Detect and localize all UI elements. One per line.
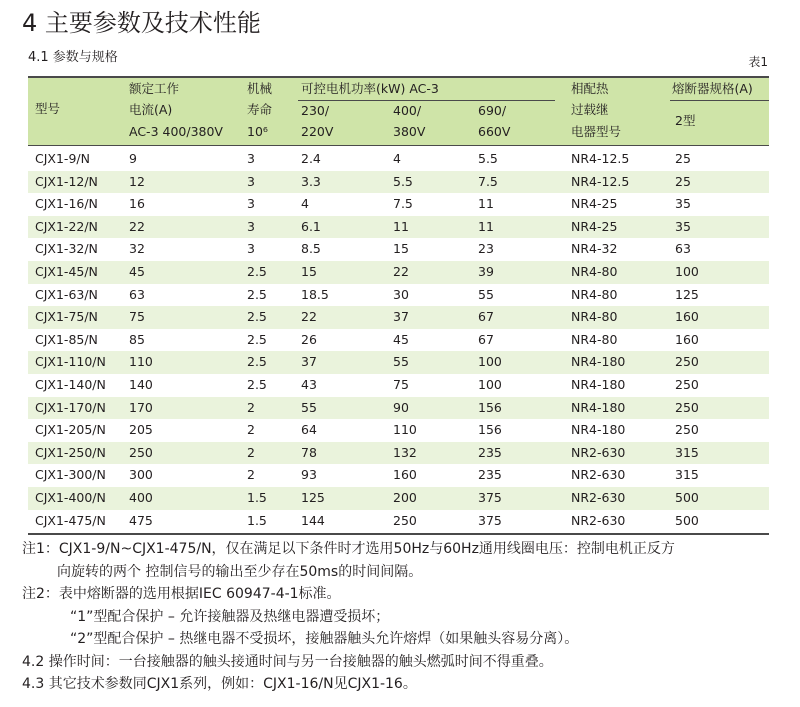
cell-relay-model: NR4-180 (571, 376, 626, 392)
cell-rated-current: 22 (129, 218, 145, 234)
cell-mech-life: 1.5 (247, 512, 267, 528)
cell-power-400v: 75 (393, 376, 409, 392)
table-bottom-rule (28, 533, 769, 535)
header-bottom-rule (28, 145, 769, 146)
cell-power-230v: 43 (301, 376, 317, 392)
cell-mech-life: 2.5 (247, 331, 267, 347)
cell-rated-current: 250 (129, 444, 153, 460)
header-fuse-type: 2型 (675, 113, 696, 128)
table-row (28, 397, 769, 420)
cell-rated-current: 110 (129, 354, 153, 370)
cell-power-690v: 156 (478, 399, 502, 415)
cell-power-690v: 11 (478, 218, 494, 234)
cell-fuse-2: 100 (675, 263, 699, 279)
cell-model: CJX1-205/N (35, 422, 106, 438)
header-690v-line1: 690/ (478, 103, 507, 118)
cell-mech-life: 2 (247, 422, 255, 438)
cell-power-690v: 11 (478, 196, 494, 212)
cell-mech-life: 3 (247, 173, 255, 189)
cell-model: CJX1-110/N (35, 354, 106, 370)
cell-power-690v: 23 (478, 241, 494, 257)
cell-fuse-2: 315 (675, 467, 699, 483)
section-subtitle: 4.1 参数与规格 (28, 50, 118, 65)
header-mech-line3: 10⁶ (247, 124, 268, 139)
table-row (28, 351, 769, 374)
cell-power-690v: 235 (478, 444, 502, 460)
cell-power-230v: 78 (301, 444, 317, 460)
header-relay-line1: 相配热 (571, 81, 609, 96)
cell-relay-model: NR4-80 (571, 331, 618, 347)
cell-model: CJX1-63/N (35, 286, 98, 302)
header-current-line1: 额定工作 (129, 81, 180, 96)
header-400v-line2: 380V (393, 124, 426, 139)
cell-relay-model: NR4-25 (571, 218, 618, 234)
table-row (28, 306, 769, 329)
cell-power-400v: 37 (393, 309, 409, 325)
cell-fuse-2: 160 (675, 331, 699, 347)
cell-power-400v: 30 (393, 286, 409, 302)
note1-line2: 向旋转的两个 控制信号的输出至少存在50ms的时间间隔。 (57, 563, 423, 580)
cell-fuse-2: 35 (675, 196, 691, 212)
note2-line2: “1”型配合保护 – 允许接触器及热继电器遭受损坏； (70, 608, 390, 625)
section-4-2: 4.2 操作时间：一台接触器的触头接通时间与另一台接触器的触头燃弧时间不得重叠。 (22, 653, 553, 670)
cell-fuse-2: 500 (675, 512, 699, 528)
cell-mech-life: 3 (247, 151, 255, 166)
cell-rated-current: 475 (129, 512, 153, 528)
cell-power-690v: 55 (478, 286, 494, 302)
cell-power-230v: 3.3 (301, 173, 321, 189)
cell-power-400v: 55 (393, 354, 409, 370)
cell-power-400v: 22 (393, 263, 409, 279)
cell-fuse-2: 63 (675, 241, 691, 257)
cell-relay-model: NR4-80 (571, 263, 618, 279)
cell-rated-current: 12 (129, 173, 145, 189)
cell-rated-current: 9 (129, 151, 137, 166)
section-4-3: 4.3 其它技术参数同CJX1系列，例如：CJX1-16/N见CJX1-16。 (22, 676, 417, 692)
cell-fuse-2: 250 (675, 354, 699, 370)
cell-rated-current: 63 (129, 286, 145, 302)
table-row (28, 510, 769, 533)
cell-fuse-2: 25 (675, 173, 691, 189)
header-mech-line1: 机械 (247, 81, 273, 96)
cell-power-690v: 100 (478, 376, 502, 392)
header-230v-line2: 220V (301, 124, 334, 139)
cell-fuse-2: 250 (675, 399, 699, 415)
table-row (28, 329, 769, 352)
cell-relay-model: NR4-12.5 (571, 151, 630, 166)
cell-relay-model: NR2-630 (571, 489, 626, 505)
cell-fuse-2: 25 (675, 151, 691, 166)
table-row (28, 374, 769, 397)
cell-rated-current: 45 (129, 263, 145, 279)
cell-power-400v: 11 (393, 218, 409, 234)
cell-fuse-2: 160 (675, 309, 699, 325)
header-current-line3: AC-3 400/380V (129, 124, 223, 139)
cell-model: CJX1-16/N (35, 196, 98, 212)
cell-power-230v: 37 (301, 354, 317, 370)
cell-power-230v: 64 (301, 422, 317, 438)
cell-model: CJX1-300/N (35, 467, 106, 483)
cell-rated-current: 32 (129, 241, 145, 257)
table-row (28, 284, 769, 307)
cell-power-230v: 2.4 (301, 151, 321, 166)
cell-rated-current: 400 (129, 489, 153, 505)
table-row (28, 193, 769, 216)
table-row (28, 419, 769, 442)
cell-model: CJX1-45/N (35, 263, 98, 279)
cell-power-230v: 125 (301, 489, 325, 505)
cell-model: CJX1-140/N (35, 376, 106, 392)
cell-model: CJX1-12/N (35, 173, 98, 189)
cell-power-400v: 250 (393, 512, 417, 528)
note2-line1: 注2：表中熔断器的选用根据IEC 60947-4-1标准。 (22, 586, 341, 602)
cell-relay-model: NR2-630 (571, 467, 626, 483)
header-690v-line2: 660V (478, 124, 511, 139)
cell-mech-life: 1.5 (247, 489, 267, 505)
cell-fuse-2: 500 (675, 489, 699, 505)
cell-model: CJX1-22/N (35, 218, 98, 234)
cell-model: CJX1-250/N (35, 444, 106, 460)
cell-power-690v: 5.5 (478, 151, 498, 166)
cell-power-690v: 375 (478, 512, 502, 528)
cell-fuse-2: 315 (675, 444, 699, 460)
cell-power-690v: 7.5 (478, 173, 498, 189)
cell-power-400v: 110 (393, 422, 417, 438)
table-row (28, 216, 769, 239)
cell-fuse-2: 250 (675, 376, 699, 392)
cell-relay-model: NR4-32 (571, 241, 618, 257)
cell-power-400v: 4 (393, 151, 401, 166)
header-fuse-group-rule (670, 100, 769, 101)
cell-mech-life: 2.5 (247, 309, 267, 325)
cell-rated-current: 205 (129, 422, 153, 438)
header-model: 型号 (35, 101, 61, 116)
cell-power-690v: 67 (478, 309, 494, 325)
note2-line3: “2”型配合保护 – 热继电器不受损坏，接触器触头允许熔焊（如果触头容易分离）。 (70, 631, 579, 647)
table-row (28, 148, 769, 171)
table-row (28, 238, 769, 261)
cell-model: CJX1-9/N (35, 151, 90, 166)
cell-mech-life: 2 (247, 444, 255, 460)
table-row (28, 442, 769, 465)
header-fuse-group: 熔断器规格(A) (672, 81, 753, 96)
cell-power-400v: 90 (393, 399, 409, 415)
note1-line1: 注1：CJX1-9/N~CJX1-475/N，仅在满足以下条件时才选用50Hz与60Hz通用线圈电压：控制电机正反方 (22, 541, 675, 557)
cell-rated-current: 75 (129, 309, 145, 325)
table-header (28, 78, 769, 145)
cell-fuse-2: 125 (675, 286, 699, 302)
table-body (28, 148, 769, 532)
cell-fuse-2: 35 (675, 218, 691, 234)
cell-power-230v: 6.1 (301, 218, 321, 234)
cell-power-690v: 156 (478, 422, 502, 438)
cell-power-690v: 100 (478, 354, 502, 370)
cell-relay-model: NR4-80 (571, 286, 618, 302)
cell-mech-life: 2 (247, 399, 255, 415)
cell-rated-current: 140 (129, 376, 153, 392)
cell-mech-life: 2.5 (247, 263, 267, 279)
header-power-group: 可控电机功率(kW) AC-3 (301, 81, 439, 96)
cell-power-230v: 4 (301, 196, 309, 212)
header-230v-line1: 230/ (301, 103, 330, 118)
cell-relay-model: NR2-630 (571, 512, 626, 528)
cell-rated-current: 170 (129, 399, 153, 415)
header-mech-line2: 寿命 (247, 102, 273, 117)
cell-power-400v: 200 (393, 489, 417, 505)
cell-model: CJX1-475/N (35, 512, 106, 528)
table-row (28, 261, 769, 284)
cell-mech-life: 3 (247, 218, 255, 234)
header-power-group-rule (298, 100, 555, 101)
cell-mech-life: 2.5 (247, 286, 267, 302)
page-title: 4 主要参数及技术性能 (22, 9, 261, 37)
cell-relay-model: NR2-630 (571, 444, 626, 460)
cell-power-230v: 55 (301, 399, 317, 415)
cell-relay-model: NR4-180 (571, 399, 626, 415)
cell-power-230v: 22 (301, 309, 317, 325)
cell-model: CJX1-85/N (35, 331, 98, 347)
header-relay-line3: 电器型号 (571, 124, 622, 139)
cell-power-400v: 132 (393, 444, 417, 460)
cell-power-690v: 235 (478, 467, 502, 483)
cell-power-690v: 375 (478, 489, 502, 505)
cell-power-230v: 93 (301, 467, 317, 483)
cell-mech-life: 3 (247, 241, 255, 257)
cell-rated-current: 85 (129, 331, 145, 347)
cell-power-690v: 39 (478, 263, 494, 279)
cell-mech-life: 2.5 (247, 376, 267, 392)
cell-power-230v: 15 (301, 263, 317, 279)
cell-power-230v: 144 (301, 512, 325, 528)
notes-block (22, 538, 792, 696)
cell-power-400v: 160 (393, 467, 417, 483)
cell-relay-model: NR4-12.5 (571, 173, 630, 189)
header-current-line2: 电流(A) (129, 102, 173, 117)
table-row (28, 171, 769, 194)
cell-power-400v: 7.5 (393, 196, 413, 212)
cell-relay-model: NR4-180 (571, 422, 626, 438)
cell-power-400v: 5.5 (393, 173, 413, 189)
table-row (28, 487, 769, 510)
cell-power-230v: 18.5 (301, 286, 329, 302)
cell-model: CJX1-170/N (35, 399, 106, 415)
cell-power-230v: 8.5 (301, 241, 321, 257)
cell-rated-current: 300 (129, 467, 153, 483)
cell-relay-model: NR4-80 (571, 309, 618, 325)
cell-rated-current: 16 (129, 196, 145, 212)
header-400v-line1: 400/ (393, 103, 422, 118)
cell-mech-life: 3 (247, 196, 255, 212)
cell-power-400v: 15 (393, 241, 409, 257)
header-relay-line2: 过载继 (571, 102, 609, 117)
table-label: 表1 (748, 55, 768, 69)
table-row (28, 464, 769, 487)
cell-power-690v: 67 (478, 331, 494, 347)
cell-mech-life: 2 (247, 467, 255, 483)
cell-model: CJX1-32/N (35, 241, 98, 257)
cell-power-230v: 26 (301, 331, 317, 347)
cell-relay-model: NR4-180 (571, 354, 626, 370)
cell-model: CJX1-400/N (35, 489, 106, 505)
cell-relay-model: NR4-25 (571, 196, 618, 212)
cell-mech-life: 2.5 (247, 354, 267, 370)
cell-fuse-2: 250 (675, 422, 699, 438)
cell-power-400v: 45 (393, 331, 409, 347)
cell-model: CJX1-75/N (35, 309, 98, 325)
